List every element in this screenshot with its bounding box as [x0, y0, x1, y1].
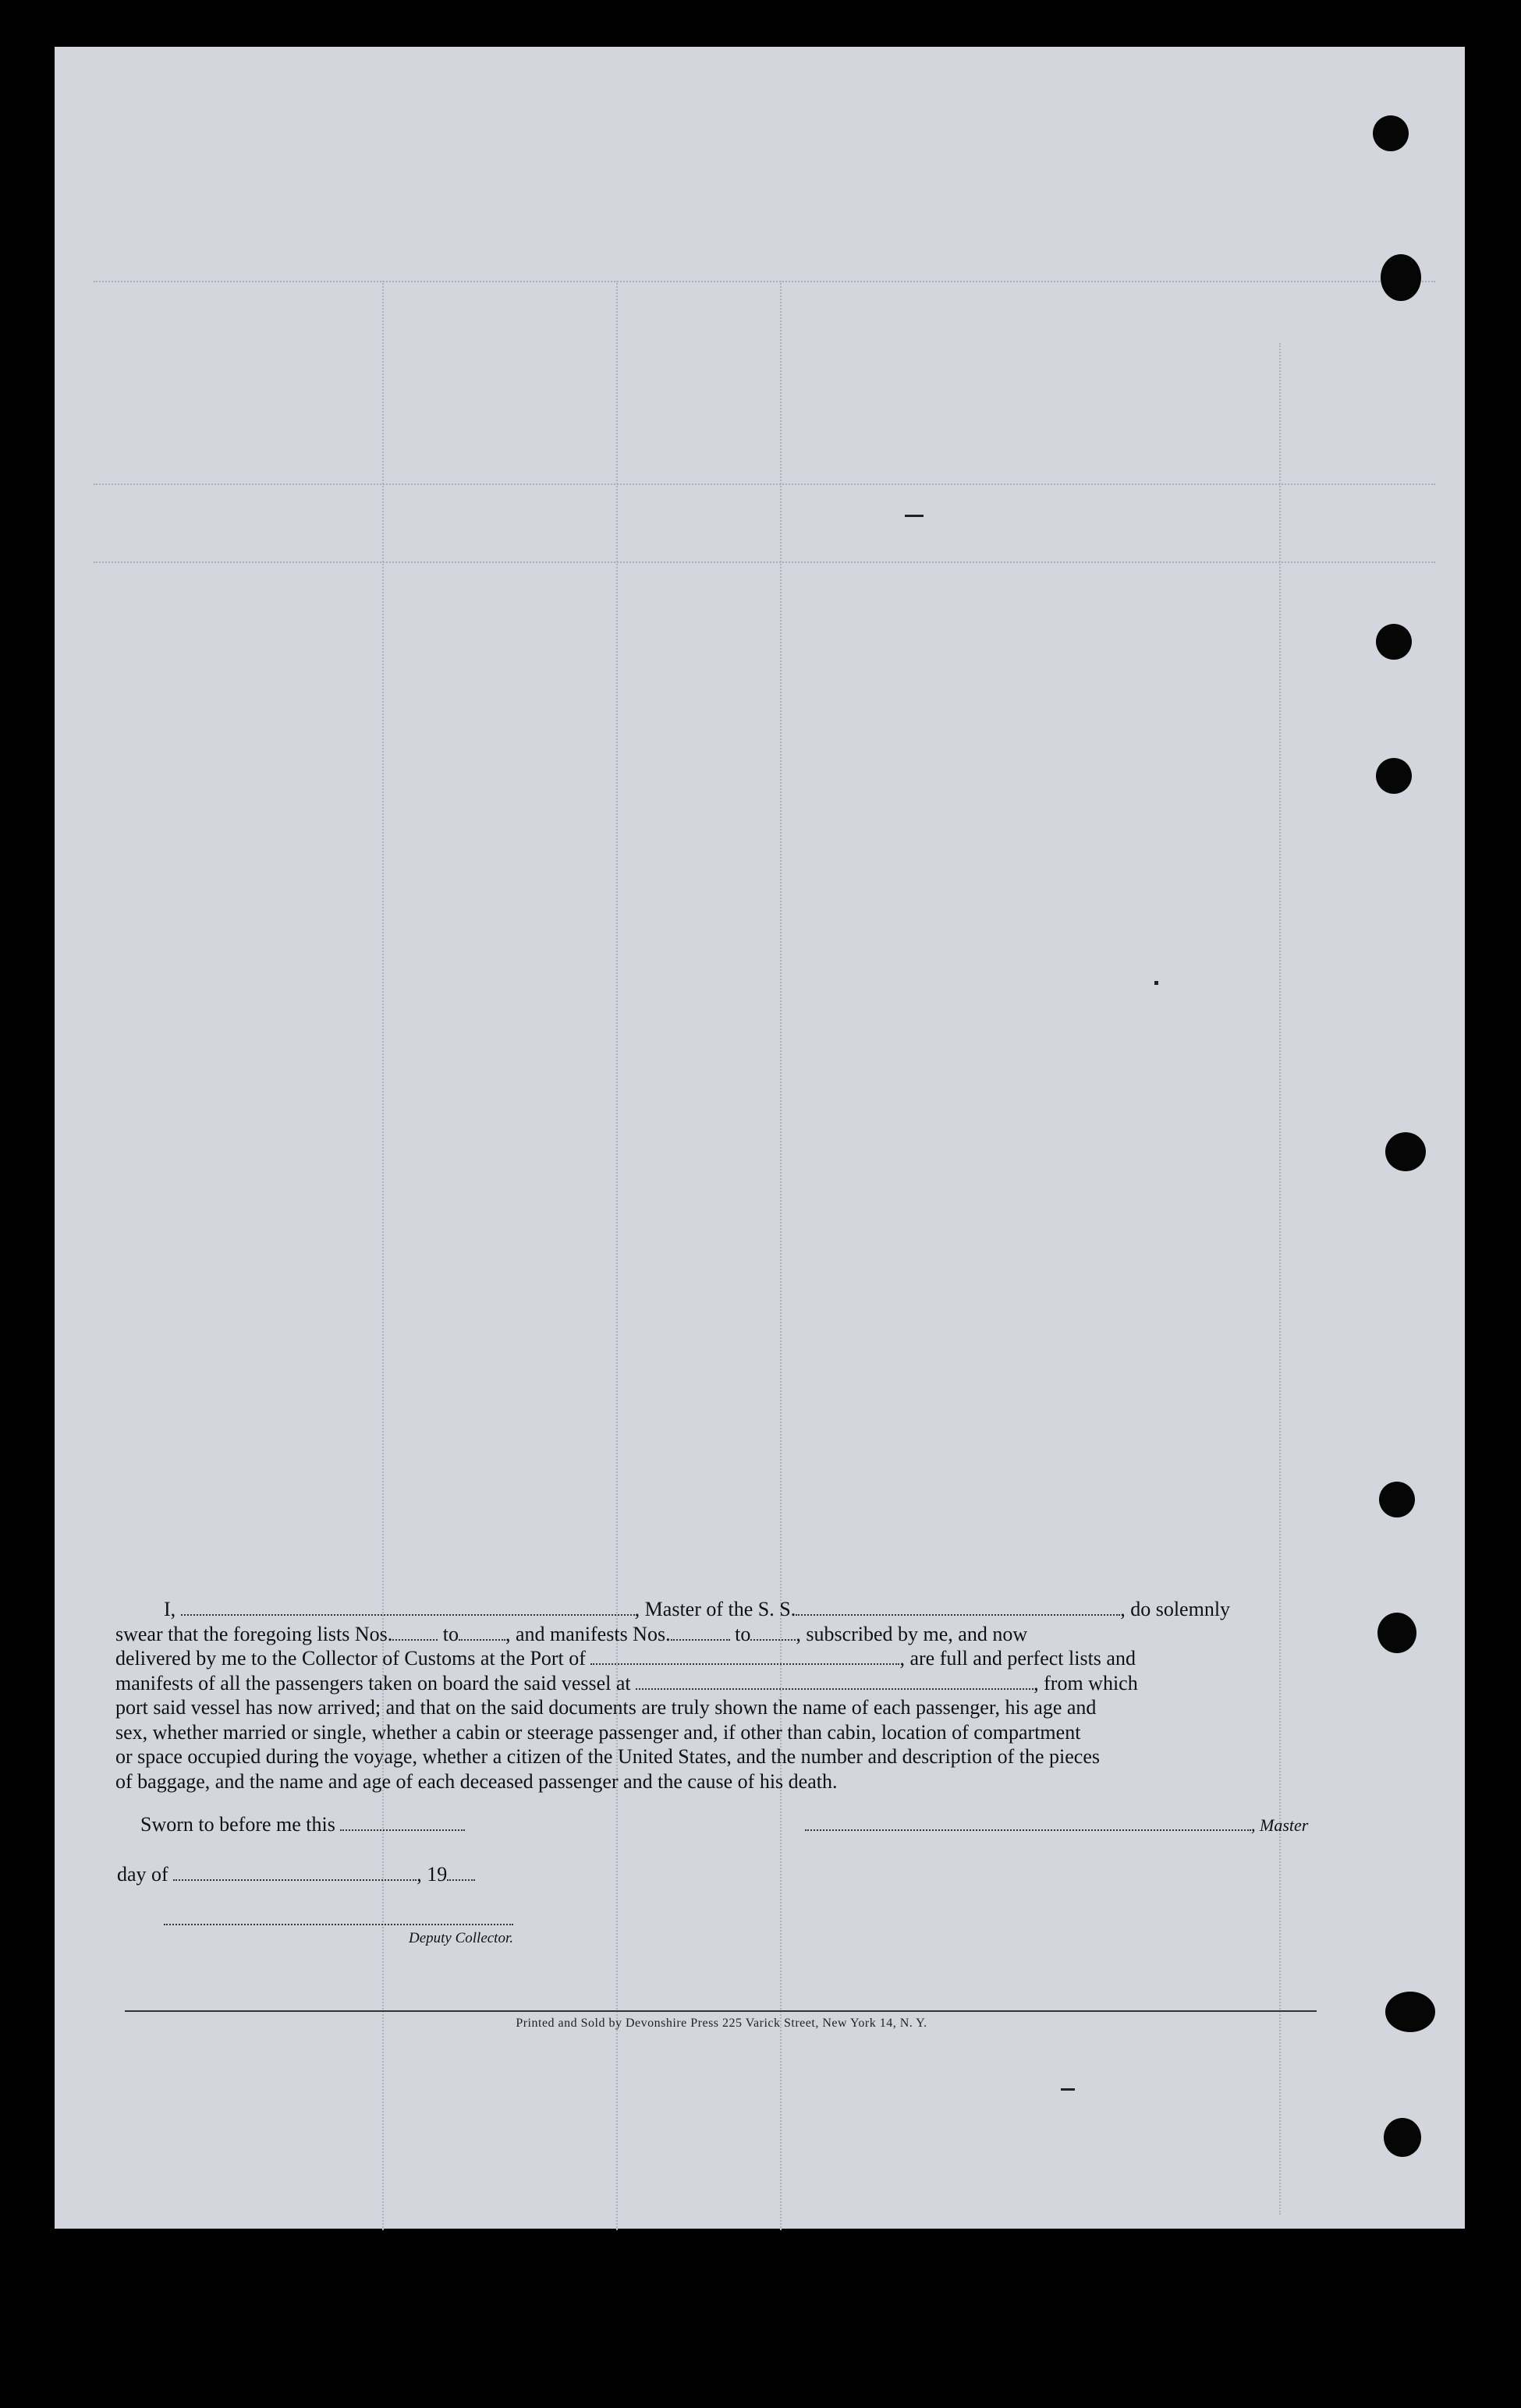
- year-label: , 19: [417, 1863, 448, 1886]
- blank-master-signature: [805, 1815, 1251, 1831]
- oath-text: I,: [164, 1598, 176, 1620]
- sworn-row: [140, 1813, 465, 1836]
- bleed-through-column: [616, 281, 618, 2230]
- day-of-label: day of: [117, 1863, 168, 1886]
- sworn-label: Sworn to before me this: [140, 1813, 335, 1836]
- oath-line: [115, 1622, 1317, 1647]
- binder-hole: [1376, 758, 1412, 794]
- oath-text: , Master of the S. S.: [634, 1598, 796, 1620]
- blank-master-name: [181, 1600, 635, 1616]
- oath-text: , subscribed by me, and now: [796, 1622, 1028, 1645]
- oath-text: to: [442, 1622, 459, 1645]
- binder-hole: [1385, 1132, 1426, 1171]
- blank-ship-name: [796, 1600, 1120, 1616]
- oath-line: of baggage, and the name and age of each deceased passenger and the cause of his death.: [115, 1769, 838, 1793]
- deputy-row: [164, 1910, 513, 1947]
- oath-line: [115, 1597, 1317, 1622]
- master-oath: [115, 1597, 1317, 1794]
- blank-sworn-day: [340, 1815, 465, 1831]
- binder-hole: [1379, 1482, 1415, 1517]
- paper-speck: [1061, 2088, 1075, 2091]
- oath-text: manifests of all the passengers taken on board the said vessel at: [115, 1671, 631, 1694]
- blank-manifest-to: [750, 1625, 796, 1641]
- blank-embarkation-port: [636, 1674, 1034, 1690]
- binder-hole: [1373, 115, 1409, 151]
- blank-month: [173, 1865, 417, 1881]
- bleed-through-column: [1279, 343, 1281, 2215]
- binder-hole: [1381, 254, 1421, 301]
- deputy-collector-label: Deputy Collector.: [408, 1930, 513, 1946]
- binder-hole: [1384, 2118, 1421, 2157]
- bleed-through-rule: [94, 483, 1435, 485]
- blank-port: [590, 1649, 899, 1665]
- date-row: [117, 1863, 475, 1886]
- master-signature-row: [805, 1813, 1308, 1836]
- bleed-through-rule: [94, 561, 1435, 563]
- oath-text: , and manifests Nos.: [505, 1622, 671, 1645]
- oath-line: port said vessel has now arrived; and that on the said documents are truly shown the name of each passenger, his age and: [115, 1696, 1097, 1719]
- blank-list-to: [459, 1625, 505, 1641]
- document-page: [55, 47, 1465, 2229]
- bleed-through-column: [780, 281, 782, 2230]
- bleed-through-rule: [94, 281, 1435, 282]
- oath-line: [115, 1671, 1317, 1696]
- oath-line: sex, whether married or single, whether a cabin or steerage passenger and, if other than cabin, location of compartment: [115, 1720, 1081, 1744]
- blank-manifest-from: [671, 1625, 730, 1641]
- oath-line: [115, 1646, 1317, 1671]
- oath-text: , from which: [1034, 1671, 1138, 1694]
- binder-hole: [1377, 1613, 1416, 1653]
- oath-text: to: [735, 1622, 751, 1645]
- footer-rule: [125, 2010, 1317, 2012]
- paper-speck: [1154, 981, 1158, 985]
- printer-imprint: Printed and Sold by Devonshire Press 225 Varick Street, New York 14, N. Y.: [516, 2017, 927, 2030]
- binder-hole: [1376, 624, 1412, 660]
- oath-text: , do solemnly: [1120, 1598, 1231, 1620]
- oath-text: swear that the foregoing lists Nos.: [115, 1622, 393, 1645]
- blank-year: [447, 1865, 475, 1881]
- master-label: , Master: [1251, 1815, 1309, 1835]
- blank-list-from: [392, 1625, 438, 1641]
- oath-text: , are full and perfect lists and: [899, 1647, 1136, 1670]
- oath-line: or space occupied during the voyage, whether a citizen of the United States, and the number and description of the pieces: [115, 1745, 1101, 1768]
- paper-speck: [905, 515, 924, 517]
- blank-deputy-signature: [164, 1910, 513, 1925]
- oath-text: delivered by me to the Collector of Customs at the Port of: [115, 1647, 586, 1670]
